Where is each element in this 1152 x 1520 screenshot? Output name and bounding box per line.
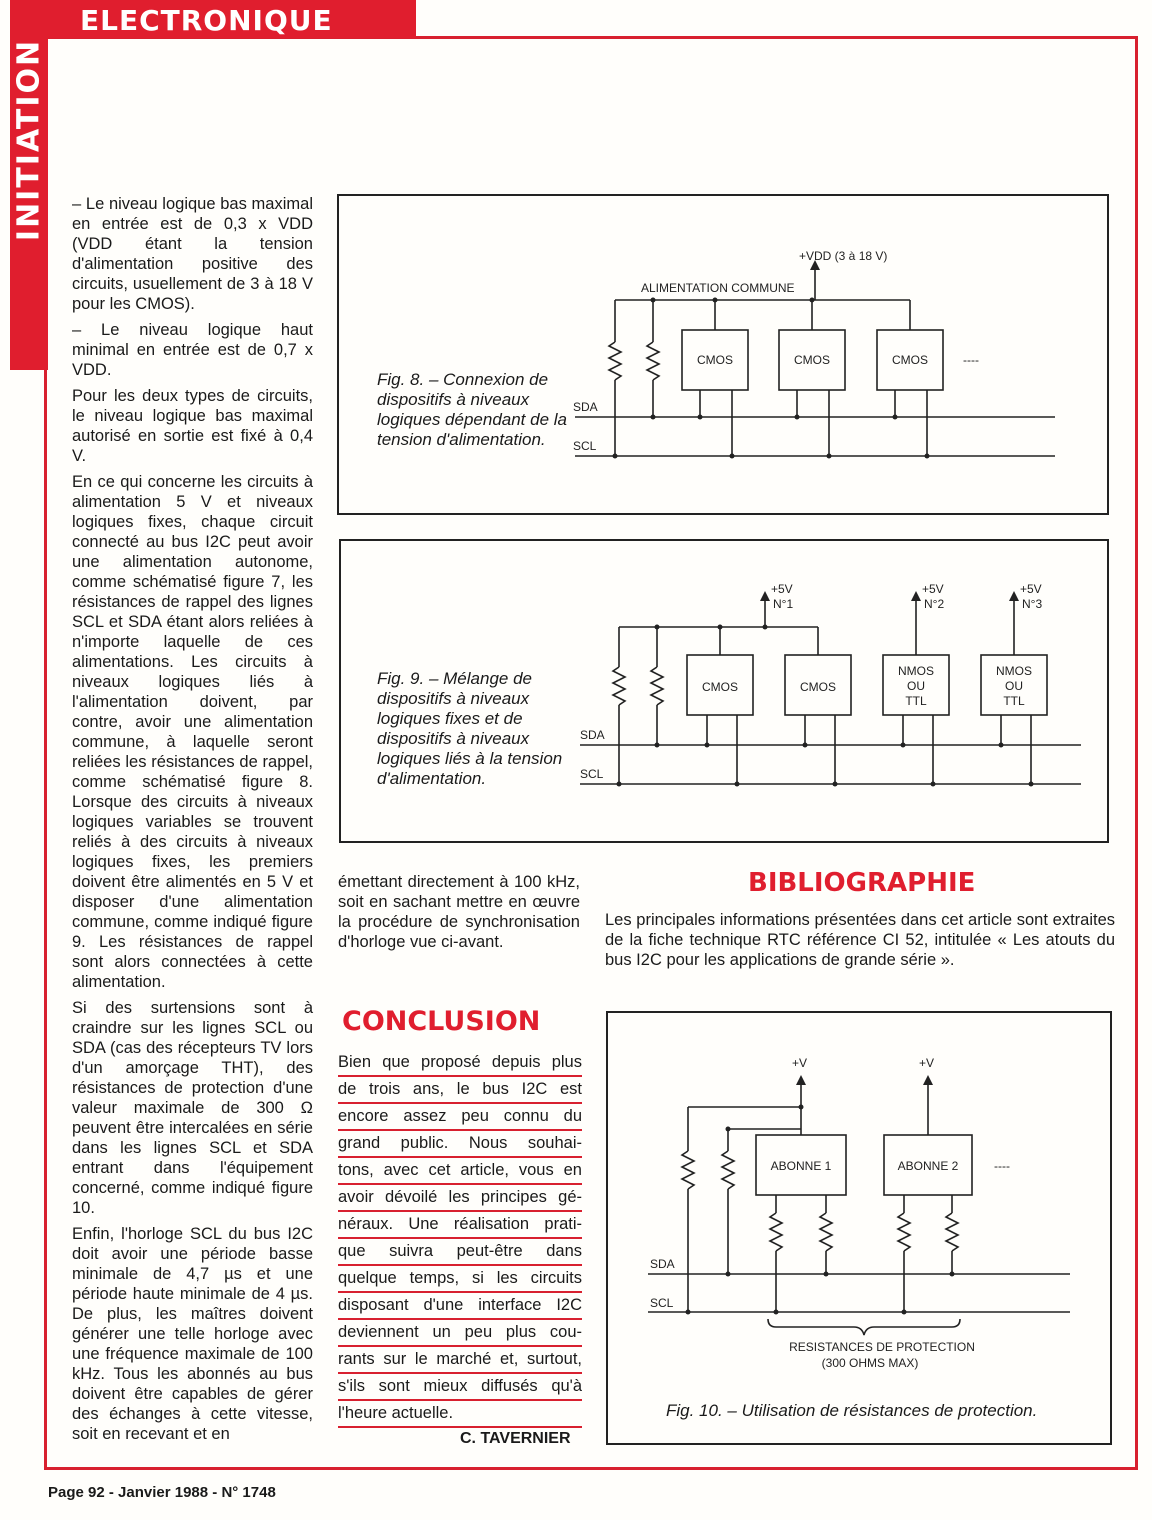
conclusion-line: que suivra peut-être dans: [338, 1239, 582, 1266]
chip-label: NMOS: [898, 664, 934, 678]
scl-label: SCL: [580, 767, 604, 781]
chip-label: CMOS: [794, 353, 830, 367]
paragraph: En ce qui concerne les circuits à alimentation 5 V et niveaux logiques fixes, chaque circuit connecté au bus I2C peut avoir une alimentation autonome, comme schématisé figure 7, les résistances de rappel des lignes SCL et SDA étant alors reliées à n'importe laquelle de ces alimentations. Les circuits à niveaux logiques liés à l'alimentation doivent, par contre, avoir une alimentation commune, à laquelle seront reliées les résistances de rappel, comme schématisé figure 8. Lorsque des circuits à niveaux logiques variables se trouvent reliés à des circuits à niveaux logiques fixes, les premiers doivent être alimentés en 5 V et disposer d'une alimentation commune, comme indiqué figure 9. Les résistances de rappel sont alors connectées à cette alimentation.: [72, 473, 313, 991]
alim-label: ALIMENTATION COMMUNE: [641, 281, 795, 295]
scl-label: SCL: [650, 1296, 674, 1310]
conclusion-line: rants sur le marché et, surtout,: [338, 1347, 582, 1374]
supply-number: N°3: [1022, 597, 1043, 611]
bibliographie-text: [605, 910, 1115, 976]
chip-label: CMOS: [892, 353, 928, 367]
chip-label: TTL: [1003, 694, 1025, 708]
supply-label: +5V: [922, 582, 944, 596]
conclusion-line: quelque temps, si les circuits: [338, 1266, 582, 1293]
conclusion-line: grand public. Nous souhai-: [338, 1131, 582, 1158]
figure-9-caption: Fig. 9. – Mélange de dispositifs à niveaux logiques fixes et de dispositifs à niveaux logiques liés à la tension d'alimentation.: [377, 669, 563, 788]
device-label: ABONNE 1: [770, 1159, 832, 1173]
chip-label: CMOS: [702, 680, 738, 694]
conclusion-line: l'heure actuelle.: [338, 1401, 582, 1428]
bibliographie-title: BIBLIOGRAPHIE: [748, 868, 976, 898]
figure-10-caption: Fig. 10. – Utilisation de résistances de protection.: [666, 1401, 1038, 1420]
continuation-label: ----: [994, 1159, 1010, 1173]
figure-8-caption: Fig. 8. – Connexion de dispositifs à niveaux logiques dépendant de la tension d'alimentation.: [377, 370, 567, 449]
conclusion-title: CONCLUSION: [342, 1006, 541, 1037]
conclusion-line: s'ils sont mieux diffusés qu'à: [338, 1374, 582, 1401]
chip-label: TTL: [905, 694, 927, 708]
paragraph: – Le niveau logique bas maximal en entrée est de 0,3 x VDD (VDD étant la tension d'alimentation positive des circuits, usuellement de 3 à 18 V pour les CMOS).: [72, 195, 313, 313]
chip-label: OU: [1005, 679, 1023, 693]
sda-label: SDA: [573, 400, 598, 414]
figure-8-schematic: [339, 196, 1111, 517]
conclusion-line: Bien que proposé depuis plus: [338, 1050, 582, 1077]
supply-number: N°1: [773, 597, 794, 611]
paragraph: émettant directement à 100 kHz, soit en sachant mettre en œuvre la procédure de synchronisation d'horloge vue ci-avant.: [338, 873, 580, 951]
column-1: [72, 194, 313, 1450]
sidebar-band: [10, 0, 48, 370]
figure-10-schematic: [608, 1013, 1114, 1447]
conclusion-line: encore assez peu connu du: [338, 1104, 582, 1131]
paragraph: Si des surtensions sont à craindre sur les lignes SCL ou SDA (cas des récepteurs TV lors d'un amorçage THT), des résistances de protection d'une valeur maximale de 300 Ω peuvent être intercalées en série dans les lignes SCL et SDA entrant dans l'équipement concerné, comme indiqué figure 10.: [72, 999, 313, 1217]
conclusion-line: néraux. Une réalisation prati-: [338, 1212, 582, 1239]
supply-label: +5V: [1020, 582, 1042, 596]
conclusion-line: deviennent un peu plus cou-: [338, 1320, 582, 1347]
paragraph: Les principales informations présentées dans cet article sont extraites de la fiche technique RTC référence CI 52, intitulée « Les atouts du bus I2C pour les applications de grande série ».: [605, 911, 1115, 969]
page-footer: Page 92 - Janvier 1988 - N° 1748: [48, 1484, 276, 1501]
figure-8: [337, 194, 1109, 515]
chip-label: CMOS: [800, 680, 836, 694]
continuation-label: ----: [963, 353, 979, 367]
column-2: [338, 872, 580, 958]
vdd-label: +VDD (3 à 18 V): [799, 249, 888, 263]
figure-9-schematic: [341, 541, 1111, 845]
author: C. TAVERNIER: [460, 1430, 571, 1447]
device-label: ABONNE 2: [897, 1159, 959, 1173]
supply-label: +V: [792, 1056, 808, 1070]
conclusion-line: avoir dévoilé les principes gé-: [338, 1185, 582, 1212]
figure-10: [606, 1011, 1112, 1445]
supply-number: N°2: [924, 597, 945, 611]
section-header: [44, 0, 416, 38]
figure-9: [339, 539, 1109, 843]
conclusion-line: disposant d'une interface I2C: [338, 1293, 582, 1320]
sidebar-title: INITIATION: [11, 38, 47, 242]
paragraph: – Le niveau logique haut minimal en entrée est de 0,7 x VDD.: [72, 321, 313, 379]
paragraph: Enfin, l'horloge SCL du bus I2C doit avoir une période basse minimale de 4,7 µs et une période haute minimale de 4 µs. De plus, les maîtres doivent générer une telle horloge avec une fréquence maximale de 100 kHz. Tous les abonnés au bus doivent être capables de gérer des échanges à cette vitesse, soit en recevant et en: [72, 1225, 313, 1443]
supply-label: +5V: [771, 582, 793, 596]
scl-label: SCL: [573, 439, 597, 453]
protection-label: RESISTANCES DE PROTECTION: [789, 1340, 975, 1354]
chip-label: NMOS: [996, 664, 1032, 678]
conclusion-body: [338, 1050, 582, 1428]
chip-label: OU: [907, 679, 925, 693]
protection-value: (300 OHMS MAX): [821, 1356, 919, 1370]
conclusion-line: tons, avec cet article, vous en: [338, 1158, 582, 1185]
paragraph: Pour les deux types de circuits, le niveau logique bas maximal autorisé en sortie est fixé à 0,4 V.: [72, 387, 313, 465]
conclusion-line: de trois ans, le bus I2C est: [338, 1077, 582, 1104]
supply-label: +V: [919, 1056, 935, 1070]
sda-label: SDA: [580, 728, 605, 742]
sda-label: SDA: [650, 1257, 675, 1271]
section-title: ELECTRONIQUE: [80, 4, 333, 37]
chip-label: CMOS: [697, 353, 733, 367]
